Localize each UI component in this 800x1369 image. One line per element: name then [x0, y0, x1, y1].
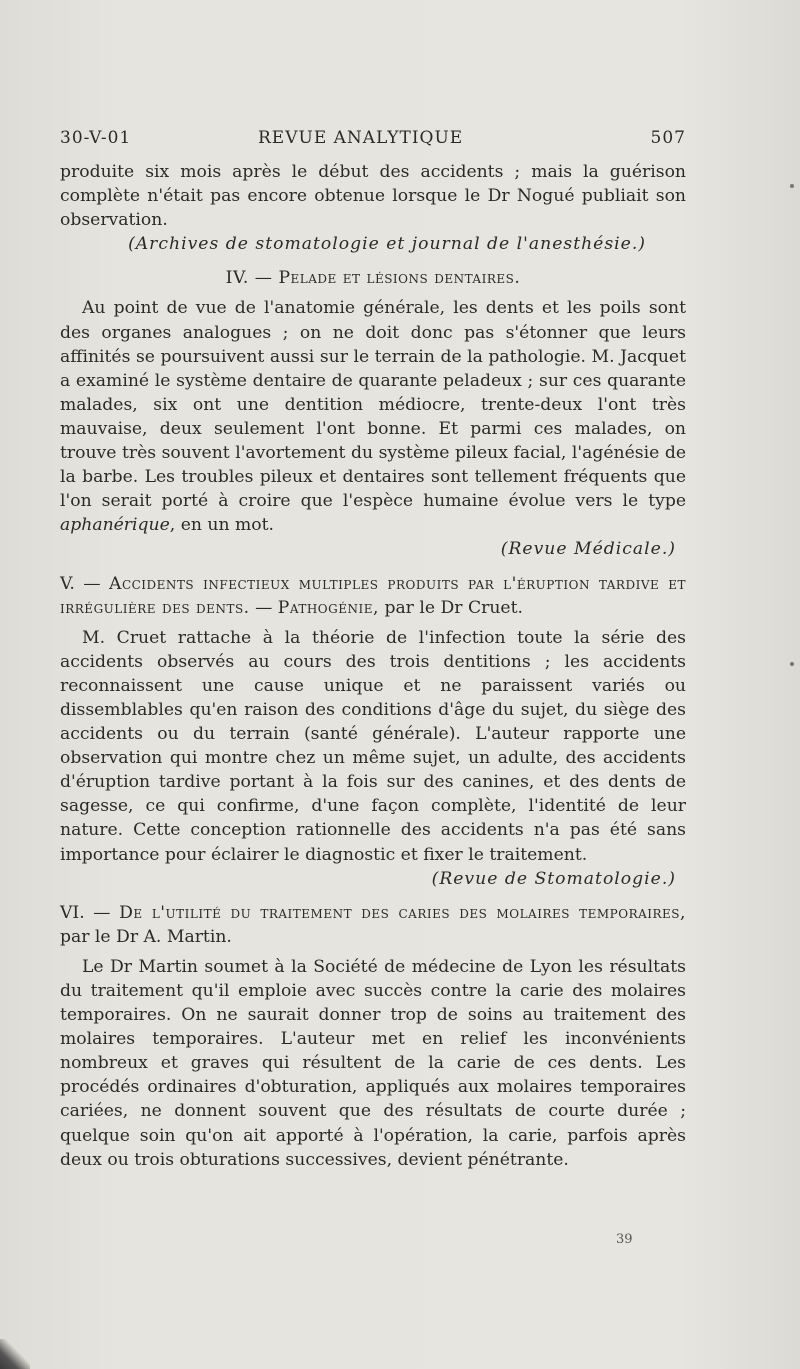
paragraph-cruet: M. Cruet rattache à la théorie de l'infection toute la série des accidents observés au cours des trois dentitions ; les accidents reconnaissent une cause unique et ne paraissent variés ou dissemblables qu'en raison des conditions d'âge du sujet, du siège des accidents ou du terrain (santé générale). L'auteur rapporte une observation qui montre chez un même sujet, un adulte, des accidents d'éruption tardive portant à la fois sur des canines, et des dents de sagesse, ce qui confirme, d'une façon complète, l'identité de leur nature. Cette conception rationnelle des accidents n'a pas été sans importance pour éclairer le diagnostic et fixer le traitement. — [60, 627, 686, 865]
section-5-dash: — — [255, 597, 273, 618]
section-4-number: IV. — — [225, 268, 273, 289]
source-citation-2: (Revue Médicale.) — [500, 539, 676, 560]
section-5-title-b: Pathogénie, — [277, 597, 379, 618]
section-4-title: Pelade et lésions dentaires. — [278, 268, 521, 289]
signature-mark: 39 — [616, 1232, 633, 1247]
section-6-number: VI. — — [60, 902, 111, 923]
source-citation-1: (Archives de stomatologie et journal de l'anesthésie.) — [128, 234, 646, 255]
source-citation-3: (Revue de Stomatologie.) — [431, 868, 676, 889]
section-5-title-a: Accidents infectieux multiples produits par l'éruption tardive et irrégulière des dents. — [60, 573, 686, 618]
section-4-heading — [60, 266, 686, 290]
speck-mark — [790, 662, 794, 666]
section-5-heading — [60, 572, 686, 620]
header-title: REVUE ANALYTIQUE — [258, 128, 464, 148]
paragraph-pelade — [60, 296, 686, 537]
paragraph-pelade-italic: aphanérique — [60, 515, 170, 536]
speck-mark — [790, 184, 794, 188]
running-header — [60, 128, 686, 156]
section-5-number: V. — — [60, 573, 101, 594]
paragraph-continuation: produite six mois après le début des accidents ; mais la guérison complète n'était pas encore obtenue lorsque le Dr Nogué publiait son observation. — [60, 162, 686, 231]
page-number: 507 — [650, 128, 686, 148]
paragraph-martin: Le Dr Martin soumet à la Société de médecine de Lyon les résultats du traitement qu'il emploie avec succès contre la carie des molaires temporaires. On ne saurait donner trop de soins au traitement des molaires temporaires. L'auteur met en relief les inconvénients nombreux et graves qui résultent de la carie de ces dents. Les procédés ordinaires d'obturation, appliqués aux molaires temporaires cariées, ne donnent souvent que des résultats de courte durée ; quelque soin qu'on ait apporté à l'opération, la carie, parfois après deux ou trois obturations successives, devient pénétrante. — [60, 956, 686, 1170]
section-6-heading — [60, 901, 686, 949]
section-6-title: De l'utilité du traitement des caries des molaires temporaires, — [119, 902, 686, 923]
section-6-author: par le Dr A. Martin. — [60, 926, 232, 947]
paragraph-pelade-text: Au point de vue de l'anatomie générale, les dents et les poils sont des organes analogues ; on ne doit donc pas s'étonner que leurs affinités se poursuivent aussi sur le terrain de la pathologie. M. Jacquet a examiné le système dentaire de quarante peladeux ; sur ces quarante malades, six ont une dentition médiocre, trente-deux l'ont très mauvaise, deux seulement l'ont bonne. Et parmi ces malades, on trouve très souvent l'avortement du système pileux facial, l'agénésie de la barbe. Les troubles pileux et dentaires sont tellement fréquents que l'on serait porté à croire que l'espèce humaine évolue vers le type — [60, 298, 686, 512]
section-5-author: par le Dr Cruet. — [384, 597, 523, 618]
page-body — [60, 160, 686, 1172]
paragraph-pelade-end: , en un mot. — [169, 515, 275, 536]
page-corner-shadow — [0, 1339, 30, 1369]
header-date: 30-V-01 — [60, 128, 132, 148]
